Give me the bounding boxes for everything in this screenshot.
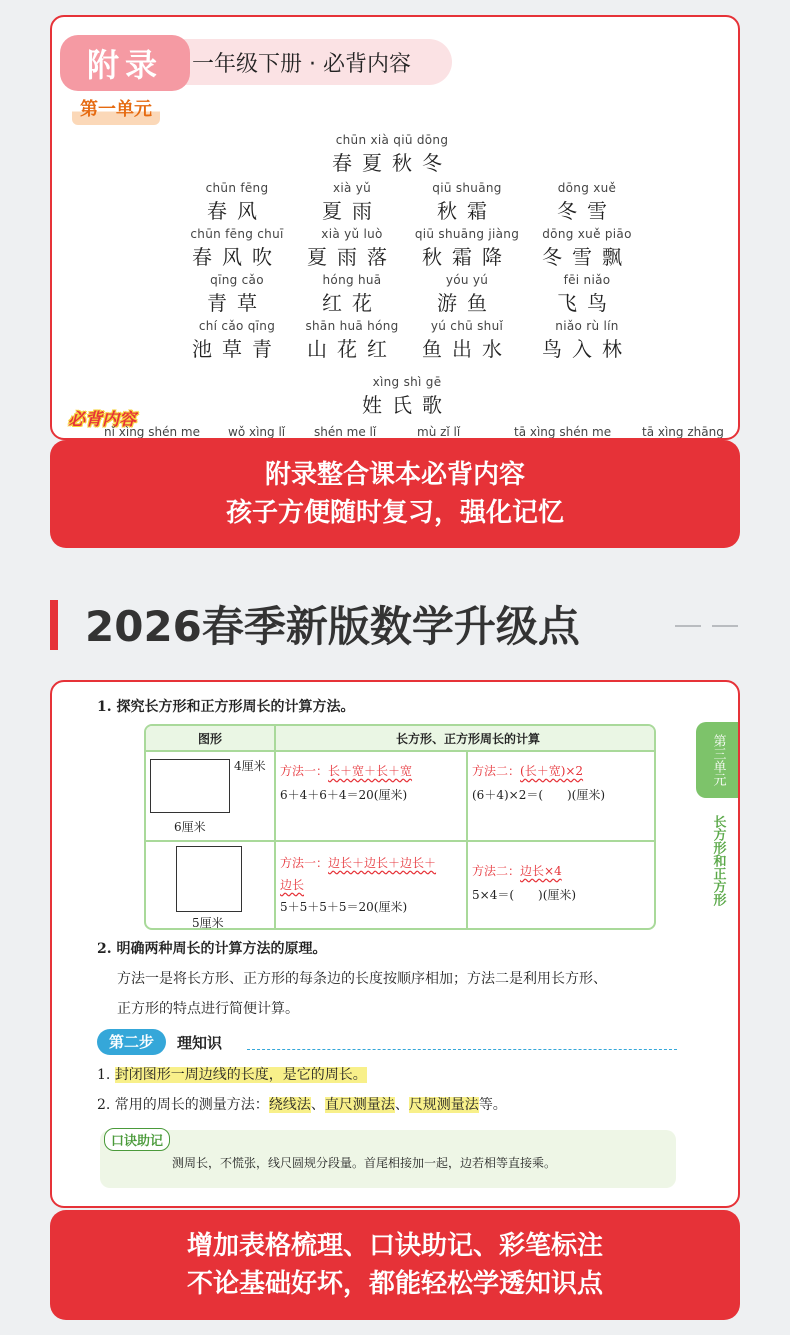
appendix-title: 一年级下册 · 必背内容 (162, 39, 452, 85)
method-calc: (6＋4)×2＝( )(厘米) (472, 788, 606, 802)
banner-line: 孩子方便随时复习，强化记忆 (225, 498, 564, 528)
knowledge-point-1 (97, 1064, 367, 1084)
word-pinyin: fēi niǎo (563, 273, 611, 287)
appendix-card (50, 15, 740, 440)
banner-line: 增加表格梳理、口诀助记、彩笔标注 (186, 1231, 603, 1261)
knowledge-highlight: 直尺测量法 (324, 1097, 395, 1113)
word-hanzi: 鱼出水 (422, 337, 512, 361)
bottom-pinyin: shén me lǐ (314, 425, 377, 439)
method-formula: 边长 (280, 878, 305, 892)
word-pinyin: xìng shì gē (372, 375, 442, 389)
word-pinyin: qiū shuāng (432, 181, 502, 195)
bottom-pinyin: nǐ xìng shén me (104, 425, 200, 439)
word-hanzi: 红花 (322, 291, 382, 315)
method-formula: 边长×4 (520, 864, 562, 878)
method-formula: 长＋宽＋长＋宽 (328, 764, 413, 778)
word-hanzi: 春风 (207, 199, 267, 223)
word-pinyin: dōng xuě (557, 181, 617, 195)
textbook-page-card (50, 680, 740, 1208)
word-pinyin: shān huā hóng (305, 319, 399, 333)
word-hanzi: 春风吹 (192, 245, 282, 269)
method-two (472, 762, 583, 779)
word-hanzi: 池草青 (192, 337, 282, 361)
method-one (280, 854, 436, 871)
unit-side-tab: 第三单元 (696, 722, 740, 798)
word-hanzi: 山花红 (307, 337, 397, 361)
table-header-cell: 图形 (198, 732, 223, 746)
question-1: 1. 探究长方形和正方形周长的计算方法。 (97, 699, 355, 715)
bottom-pinyin: wǒ xìng lǐ (228, 425, 286, 439)
word-pinyin: yú chū shuǐ (430, 319, 504, 333)
word-item (517, 181, 657, 224)
rectangle-figure (150, 759, 230, 813)
section-divider (712, 625, 738, 627)
banner-line: 附录整合课本必背内容 (264, 460, 525, 490)
word-hanzi: 夏雨 (322, 199, 382, 223)
word-pinyin: niǎo rù lín (555, 319, 619, 333)
word-pinyin: yóu yú (445, 273, 489, 287)
banner-line: 不论基础好坏，都能轻松学透知识点 (186, 1269, 603, 1299)
word-hanzi: 飞鸟 (557, 291, 617, 315)
step-tag: 第二步 (97, 1029, 166, 1055)
table-header-cell: 长方形、正方形周长的计算 (396, 732, 541, 746)
word-pinyin: chūn xià qiū dōng (335, 133, 449, 147)
method-calc: 6＋4＋6＋4＝20(厘米) (280, 788, 408, 802)
word-item (517, 227, 657, 270)
word-pinyin: chí cǎo qīng (198, 319, 276, 333)
feature-banner-appendix (50, 440, 740, 548)
knowledge-point-2 (97, 1094, 507, 1114)
bottom-pinyin: mù zǐ lǐ (417, 425, 461, 439)
square-figure (176, 846, 242, 912)
knowledge-suffix: 等。 (478, 1097, 507, 1113)
mnemonic-tag: 口诀助记 (104, 1128, 170, 1151)
width-label: 4厘米 (234, 759, 266, 773)
knowledge-highlight: 封闭图形一周边线的长度，是它的周长。 (114, 1067, 367, 1083)
word-hanzi: 夏雨落 (307, 245, 397, 269)
word-pinyin: qīng cǎo (210, 273, 264, 287)
word-hanzi: 冬雪飘 (542, 245, 632, 269)
method-one (280, 762, 412, 779)
knowledge-sep: 、 (310, 1097, 325, 1113)
knowledge-prefix: 2. 常用的周长的测量方法： (97, 1097, 269, 1113)
section-title: 2026春季新版数学升级点 (85, 602, 580, 651)
word-pinyin: dōng xuě piāo (542, 227, 632, 241)
word-pinyin: xià yǔ luò (321, 227, 383, 241)
bottom-pinyin: tā xìng shén me (514, 425, 612, 439)
chapter-side-label: 长方形和正方形 (710, 814, 726, 906)
method-label: 方法一： (280, 764, 329, 778)
perimeter-table (144, 724, 656, 930)
word-item (397, 319, 537, 362)
method-calc: 5＋5＋5＋5＝20(厘米) (280, 900, 408, 914)
method-label: 方法一： (280, 856, 329, 870)
question-2: 2. 明确两种周长的计算方法的原理。 (97, 941, 327, 957)
word-hanzi: 青草 (207, 291, 267, 315)
word-hanzi: 春夏秋冬 (332, 151, 452, 175)
method-formula: 边长＋边长＋边长＋ (328, 856, 437, 870)
knowledge-sep: 、 (394, 1097, 409, 1113)
side-label: 5厘米 (192, 916, 224, 930)
word-item (397, 181, 537, 224)
step-label: 理知识 (177, 1034, 223, 1052)
section-divider (675, 625, 701, 627)
length-label: 6厘米 (174, 820, 206, 834)
word-hanzi: 秋霜 (437, 199, 497, 223)
knowledge-highlight: 尺规测量法 (408, 1097, 479, 1113)
principle-text: 方法一是将长方形、正方形的每条边的长度按顺序相加；方法二是利用长方形、 (117, 971, 607, 987)
method-formula: (长＋宽)×2 (520, 764, 584, 778)
mnemonic-text: 测周长，不慌张，线尺圆规分段量。首尾相接加一起，边若相等直接乘。 (172, 1156, 557, 1170)
word-pinyin: xià yǔ (332, 181, 372, 195)
step-divider (247, 1049, 677, 1050)
word-hanzi: 游鱼 (437, 291, 497, 315)
unit-tag: 第一单元 (72, 95, 160, 125)
word-hanzi: 鸟入林 (542, 337, 632, 361)
word-hanzi: 姓氏歌 (362, 393, 452, 417)
principle-text: 正方形的特点进行简便计算。 (117, 1001, 299, 1017)
method-calc: 5×4＝( )(厘米) (472, 888, 577, 902)
feature-banner-upgrade (50, 1210, 740, 1320)
word-item (397, 273, 537, 316)
section-accent-bar (50, 600, 58, 650)
word-hanzi: 冬雪 (557, 199, 617, 223)
word-item (517, 273, 657, 316)
word-item (517, 319, 657, 362)
table-divider (146, 840, 656, 842)
word-pinyin: hóng huā (322, 273, 382, 287)
bottom-pinyin: tā xìng zhāng (642, 425, 724, 439)
knowledge-prefix: 1. (97, 1067, 115, 1083)
appendix-tag: 附录 (60, 35, 190, 91)
knowledge-highlight: 绕线法 (268, 1097, 311, 1113)
main-word (322, 133, 462, 176)
last-word (337, 375, 477, 418)
must-recite-tag: 必背内容 (68, 410, 136, 430)
method-label: 方法二： (472, 764, 521, 778)
word-pinyin: chūn fēng chuī (190, 227, 284, 241)
word-item (397, 227, 537, 270)
word-pinyin: chūn fēng (205, 181, 269, 195)
table-divider (274, 726, 276, 930)
word-hanzi: 秋霜降 (422, 245, 512, 269)
word-pinyin: qiū shuāng jiàng (414, 227, 520, 241)
method-label: 方法二： (472, 864, 521, 878)
method-two (472, 862, 562, 879)
